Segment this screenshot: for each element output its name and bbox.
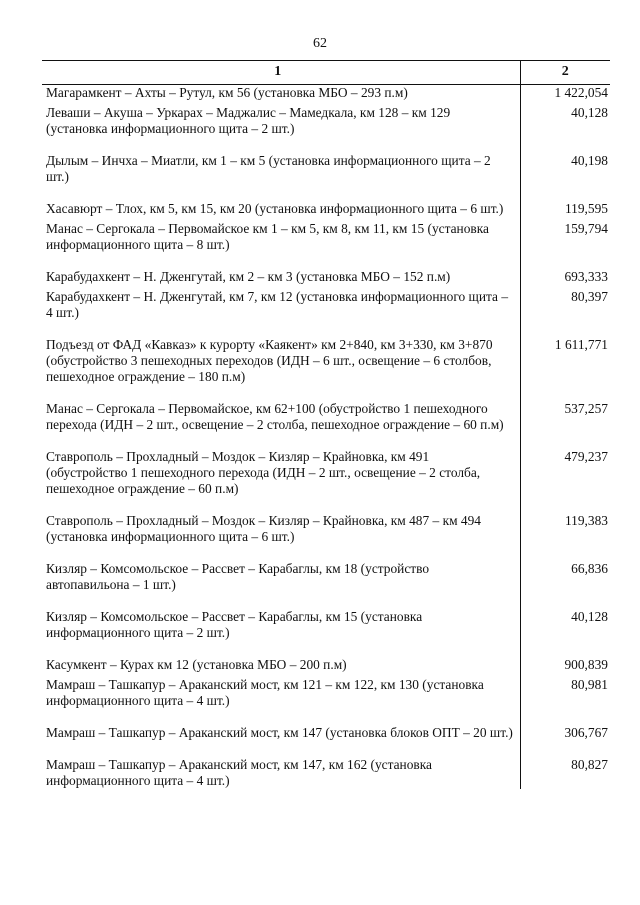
row-description: Ставрополь – Прохладный – Моздок – Кизляр – Крайновка, км 487 – км 494 (установка информационного щита – 6 шт.) xyxy=(42,513,520,561)
row-description: Подъезд от ФАД «Кавказ» к курорту «Каякент» км 2+840, км 3+330, км 3+870 (обустройство 3 пешеходных переходов (ИДН – 6 шт., освещение – 6 столбов, пешеходное ограждение – 180 п.м) xyxy=(42,337,520,401)
row-value: 119,595 xyxy=(564,201,608,216)
table-row xyxy=(42,401,610,449)
table-row xyxy=(42,449,610,513)
column-header-2: 2 xyxy=(520,60,610,85)
table-row xyxy=(42,269,610,289)
row-description: Манас – Сергокала – Первомайское, км 62+100 (обустройство 1 пешеходного перехода (ИДН – 2 шт., освещение – 2 столба, пешеходное ограждение – 60 п.м) xyxy=(42,401,520,449)
row-description: Кизляр – Комсомольское – Рассвет – Карабаглы, км 18 (устройство автопавильона – 1 шт.) xyxy=(42,561,520,609)
table-row xyxy=(42,201,610,221)
row-value: 80,981 xyxy=(571,677,608,692)
table-row xyxy=(42,221,610,269)
row-description: Мамраш – Ташкапур – Араканский мост, км 147 (установка блоков ОПТ – 20 шт.) xyxy=(42,725,520,757)
works-table xyxy=(42,60,610,789)
row-value: 40,128 xyxy=(571,609,608,624)
row-value: 1 422,054 xyxy=(554,85,608,100)
row-value: 900,839 xyxy=(564,657,608,672)
column-header-1: 1 xyxy=(42,60,520,85)
row-description: Манас – Сергокала – Первомайское км 1 – км 5, км 8, км 11, км 15 (установка информационного щита – 8 шт.) xyxy=(42,221,520,269)
table-row xyxy=(42,85,610,106)
table-row xyxy=(42,337,610,401)
row-value: 479,237 xyxy=(564,449,608,464)
table-row xyxy=(42,609,610,657)
row-value: 1 611,771 xyxy=(554,337,608,352)
row-description: Ставрополь – Прохладный – Моздок – Кизляр – Крайновка, км 491 (обустройство 1 пешеходного перехода (ИДН – 2 шт., освещение – 2 столба, пешеходное ограждение – 60 п.м) xyxy=(42,449,520,513)
row-description: Кизляр – Комсомольское – Рассвет – Карабаглы, км 15 (установка информационного щита – 2 шт.) xyxy=(42,609,520,657)
table-row xyxy=(42,289,610,337)
table-row xyxy=(42,513,610,561)
row-description: Карабудахкент – Н. Дженгутай, км 2 – км 3 (установка МБО – 152 п.м) xyxy=(42,269,520,289)
row-description: Леваши – Акуша – Уркарах – Маджалис – Мамедкала, км 128 – км 129 (установка информационного щита – 2 шт.) xyxy=(42,105,520,153)
row-value: 159,794 xyxy=(564,221,608,236)
row-description: Мамраш – Ташкапур – Араканский мост, км 121 – км 122, км 130 (установка информационного щита – 4 шт.) xyxy=(42,677,520,725)
table-row xyxy=(42,757,610,789)
table-row xyxy=(42,725,610,757)
row-value: 40,128 xyxy=(571,105,608,120)
row-description: Касумкент – Курах км 12 (установка МБО – 200 п.м) xyxy=(42,657,520,677)
page-number: 62 xyxy=(313,36,327,51)
table-row xyxy=(42,105,610,153)
row-value: 80,397 xyxy=(571,289,608,304)
row-description: Карабудахкент – Н. Дженгутай, км 7, км 12 (установка информационного щита – 4 шт.) xyxy=(42,289,520,337)
row-value: 66,836 xyxy=(571,561,608,576)
table-header-row xyxy=(42,60,610,85)
table-row xyxy=(42,657,610,677)
row-value: 693,333 xyxy=(564,269,608,284)
row-description: Хасавюрт – Тлох, км 5, км 15, км 20 (установка информационного щита – 6 шт.) xyxy=(42,201,520,221)
row-value: 119,383 xyxy=(564,513,608,528)
row-value: 306,767 xyxy=(564,725,608,740)
row-value: 537,257 xyxy=(564,401,608,416)
row-value: 40,198 xyxy=(571,153,608,168)
table-row xyxy=(42,561,610,609)
table-row xyxy=(42,677,610,725)
row-description: Мамраш – Ташкапур – Араканский мост, км 147, км 162 (установка информационного щита – 4 шт.) xyxy=(42,757,520,789)
row-value: 80,827 xyxy=(571,757,608,772)
row-description: Магарамкент – Ахты – Рутул, км 56 (установка МБО – 293 п.м) xyxy=(42,85,520,106)
row-description: Дылым – Инчха – Миатли, км 1 – км 5 (установка информационного щита – 2 шт.) xyxy=(42,153,520,201)
table-row xyxy=(42,153,610,201)
